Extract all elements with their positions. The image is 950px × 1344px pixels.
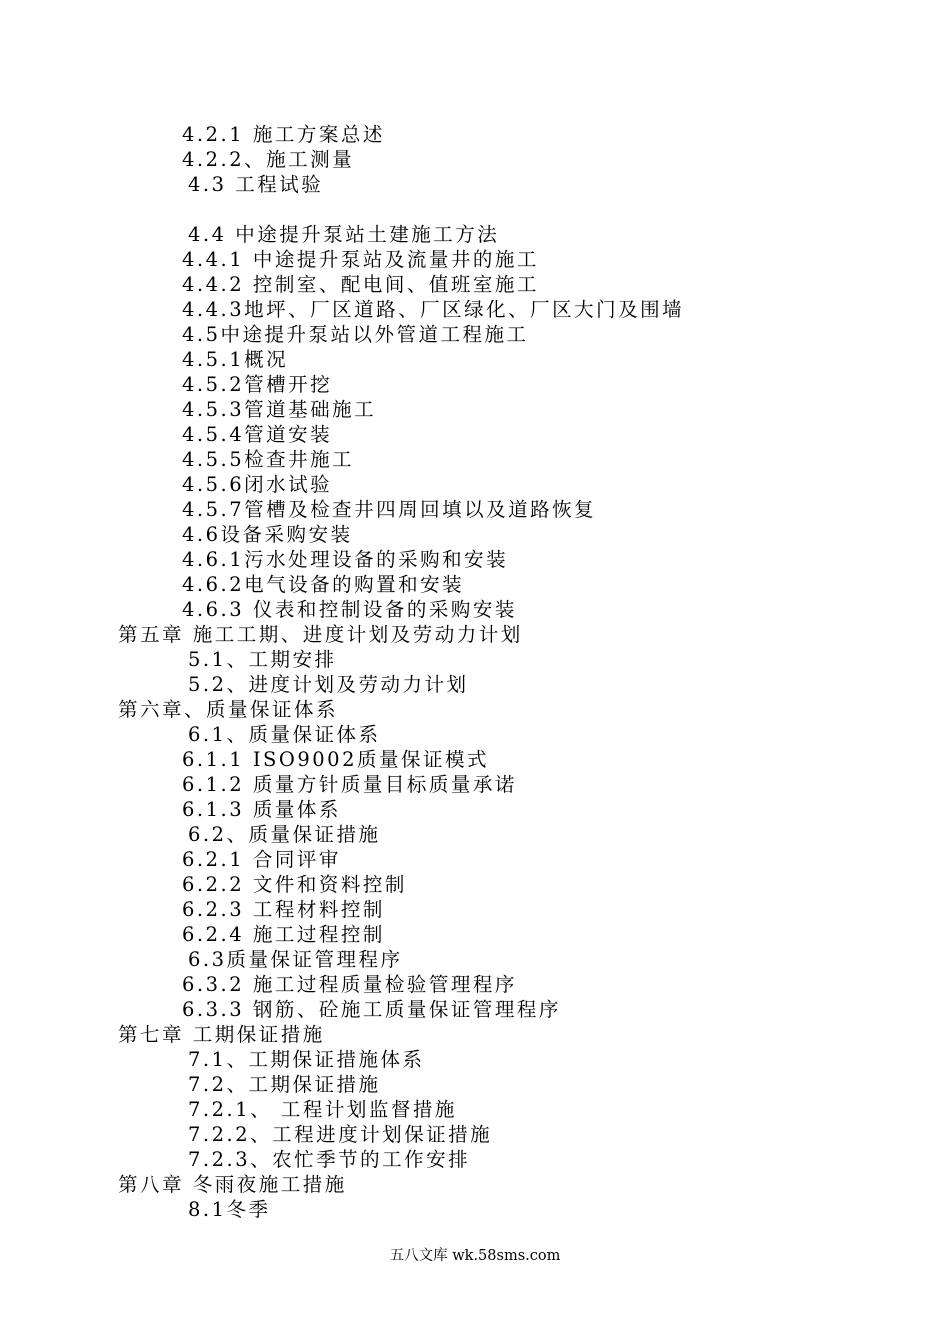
toc-entry: 4.2.1 施工方案总述 [182, 123, 385, 146]
toc-entry: 4.5.4管道安装 [182, 423, 333, 446]
toc-entry: 7.2.1、 工程计划监督措施 [188, 1098, 457, 1121]
toc-entry: 4.5.3管道基础施工 [182, 398, 377, 421]
toc-entry: 4.4 中途提升泵站土建施工方法 [188, 223, 500, 246]
toc-entry: 6.2.3 工程材料控制 [182, 898, 385, 921]
toc-entry: 4.6.2电气设备的购置和安装 [182, 573, 465, 596]
toc-entry: 6.1.3 质量体系 [182, 798, 341, 821]
toc-entry: 4.5.6闭水试验 [182, 473, 333, 496]
toc-entry: 4.6.1污水处理设备的采购和安装 [182, 548, 509, 571]
toc-entry: 7.2.2、工程进度计划保证措施 [188, 1123, 493, 1146]
toc-entry: 7.1、工期保证措施体系 [188, 1048, 425, 1071]
toc-entry: 8.1冬季 [188, 1198, 271, 1221]
toc-entry: 第五章 施工工期、进度计划及劳动力计划 [118, 623, 523, 646]
toc-entry: 4.2.2、施工测量 [182, 148, 355, 171]
toc-entry: 6.2.2 文件和资料控制 [182, 873, 407, 896]
toc-entry: 6.2、质量保证措施 [188, 823, 381, 846]
toc-entry: 4.5.1概况 [182, 348, 289, 371]
toc-entry: 7.2、工期保证措施 [188, 1073, 381, 1096]
toc-entry: 6.1.1 ISO9002质量保证模式 [182, 748, 489, 771]
toc-entry: 5.1、工期安排 [188, 648, 337, 671]
toc-entry: 6.1、质量保证体系 [188, 723, 381, 746]
toc-entry: 4.5.2管槽开挖 [182, 373, 333, 396]
toc-entry: 4.4.1 中途提升泵站及流量井的施工 [182, 248, 539, 271]
toc-entry: 4.6.3 仪表和控制设备的采购安装 [182, 598, 517, 621]
toc-entry: 4.6设备采购安装 [182, 523, 353, 546]
toc-entry: 4.4.2 控制室、配电间、值班室施工 [182, 273, 539, 296]
page-footer: 五八文库 wk.58sms.com [389, 1248, 561, 1264]
toc-entry: 6.3.2 施工过程质量检验管理程序 [182, 973, 517, 996]
toc-entry: 4.5中途提升泵站以外管道工程施工 [182, 323, 529, 346]
toc-entry: 6.1.2 质量方针质量目标质量承诺 [182, 773, 517, 796]
toc-entry: 6.2.1 合同评审 [182, 848, 341, 871]
toc-entry: 6.2.4 施工过程控制 [182, 923, 385, 946]
toc-entry: 4.5.5检查井施工 [182, 448, 355, 471]
toc-entry: 6.3.3 钢筋、砼施工质量保证管理程序 [182, 998, 561, 1021]
toc-entry: 第六章、质量保证体系 [118, 698, 339, 721]
toc-entry: 第七章 工期保证措施 [118, 1023, 325, 1046]
toc-entry: 4.4.3地坪、厂区道路、厂区绿化、厂区大门及围墙 [182, 298, 685, 321]
toc-entry: 4.5.7管槽及检查井四周回填以及道路恢复 [182, 498, 597, 521]
toc-entry: 5.2、进度计划及劳动力计划 [188, 673, 469, 696]
toc-entry: 7.2.3、农忙季节的工作安排 [188, 1148, 471, 1171]
toc-entry: 4.3 工程试验 [188, 173, 324, 196]
toc-entry: 6.3质量保证管理程序 [188, 948, 403, 971]
toc-entry: 第八章 冬雨夜施工措施 [118, 1173, 347, 1196]
